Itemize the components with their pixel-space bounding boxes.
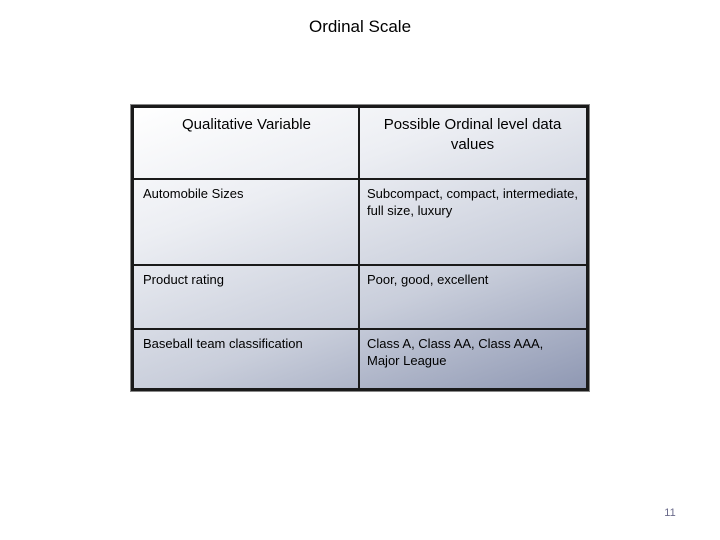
header-qualitative-variable: Qualitative Variable [134,108,360,180]
page-number: 11 [664,507,676,519]
row-1-values: Subcompact, compact, intermediate, full size, luxury [360,180,586,266]
row-2-values: Poor, good, excellent [360,266,586,330]
row-3-values: Class A, Class AA, Class AAA, Major League [367,336,544,368]
slide-title: Ordinal Scale [308,17,412,36]
row-3-variable: Baseball team classification [134,330,360,388]
header-possible-values: Possible Ordinal level data values [360,108,586,180]
row-2-variable: Product rating [134,266,360,330]
table-grid [134,108,586,388]
row-1-variable: Automobile Sizes [134,180,360,266]
ordinal-table [131,105,589,391]
